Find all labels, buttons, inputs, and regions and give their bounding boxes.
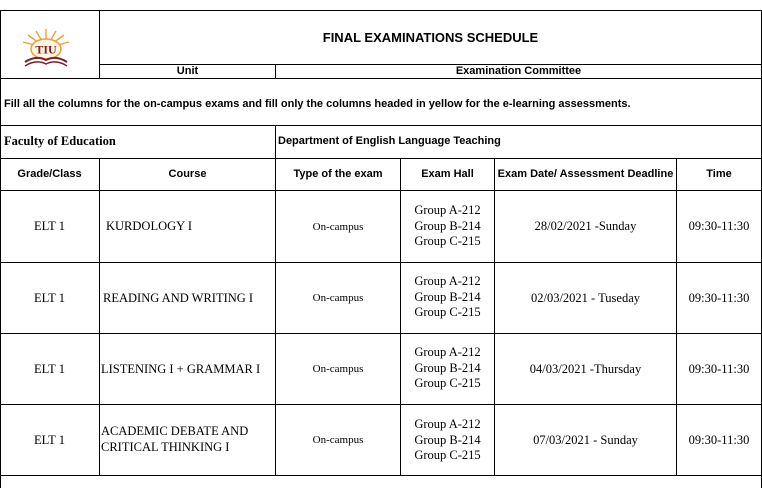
department-name: Department of English Language Teaching xyxy=(278,135,501,147)
time-cell: 09:30-11:30 xyxy=(688,219,750,233)
hall-cell xyxy=(401,417,494,464)
row-line-4 xyxy=(0,475,762,476)
course-cell: KURDOLOGY I xyxy=(106,219,192,233)
col-line-1 xyxy=(99,158,100,476)
course-line-2: CRITICAL THINKING I xyxy=(101,439,230,454)
col-header-course: Course xyxy=(168,168,207,180)
grade-cell: ELT 1 xyxy=(34,290,65,305)
grade-cell: ELT 1 xyxy=(34,219,65,233)
hall-group-b: Group B-214 xyxy=(414,360,481,375)
top-border xyxy=(0,10,762,11)
time-cell: 09:30-11:30 xyxy=(688,432,750,447)
hall-group-b: Group B-214 xyxy=(414,432,481,447)
course-cell: LISTENING I + GRAMMAR I xyxy=(101,361,261,376)
unit-label: Unit xyxy=(176,65,199,77)
type-cell: On-campus xyxy=(312,434,364,446)
unit-value: Examination Committee xyxy=(455,65,582,77)
hall-group-a: Group A-212 xyxy=(414,203,481,217)
instruction-text: Fill all the columns for the on-campus exams and fill only the columns headed in yellow for the e-learning assessments. xyxy=(4,98,631,110)
page-title: FINAL EXAMINATIONS SCHEDULE xyxy=(322,30,539,45)
header-bottom-line xyxy=(0,78,762,79)
hall-group-b: Group B-214 xyxy=(414,218,481,233)
tiu-logo xyxy=(16,26,76,70)
col-header-time: Time xyxy=(706,168,732,180)
hall-cell xyxy=(401,274,494,321)
date-cell: 07/03/2021 - Sunday xyxy=(533,432,638,447)
logo-text: TIU xyxy=(35,42,57,57)
hall-group-c: Group C-215 xyxy=(414,376,481,390)
hall-cell xyxy=(401,203,494,250)
hall-group-c: Group C-215 xyxy=(414,234,481,248)
course-cell: READING AND WRITING I xyxy=(103,290,254,305)
hall-group-a: Group A-212 xyxy=(414,274,481,288)
type-cell: On-campus xyxy=(312,292,364,304)
faculty-name: Faculty of Education xyxy=(4,134,116,148)
header-row-top xyxy=(0,158,762,159)
course-cell xyxy=(101,424,275,455)
date-cell: 04/03/2021 -Thursday xyxy=(529,361,642,376)
col-header-type: Type of the exam xyxy=(293,168,383,180)
type-cell: On-campus xyxy=(312,363,364,375)
hall-group-c: Group C-215 xyxy=(414,305,481,319)
faculty-divider xyxy=(275,125,276,158)
date-cell: 28/02/2021 -Sunday xyxy=(534,219,637,233)
time-cell: 09:30-11:30 xyxy=(688,361,750,376)
col-header-grade: Grade/Class xyxy=(17,168,82,180)
col-header-date: Exam Date/ Assessment Deadline xyxy=(497,168,674,180)
col-header-hall: Exam Hall xyxy=(421,168,474,180)
hall-group-a: Group A-212 xyxy=(414,417,481,431)
date-cell: 02/03/2021 - Tuseday xyxy=(530,290,641,305)
hall-cell xyxy=(401,345,494,392)
type-cell: On-campus xyxy=(312,220,364,233)
course-line-1: ACADEMIC DEBATE AND xyxy=(101,424,249,438)
hall-group-b: Group B-214 xyxy=(414,289,481,304)
hall-group-c: Group C-215 xyxy=(414,448,481,462)
grade-cell: ELT 1 xyxy=(34,361,65,376)
faculty-top-line xyxy=(0,125,762,126)
grade-cell: ELT 1 xyxy=(34,432,65,447)
time-cell: 09:30-11:30 xyxy=(688,290,750,305)
hall-group-a: Group A-212 xyxy=(414,345,481,359)
